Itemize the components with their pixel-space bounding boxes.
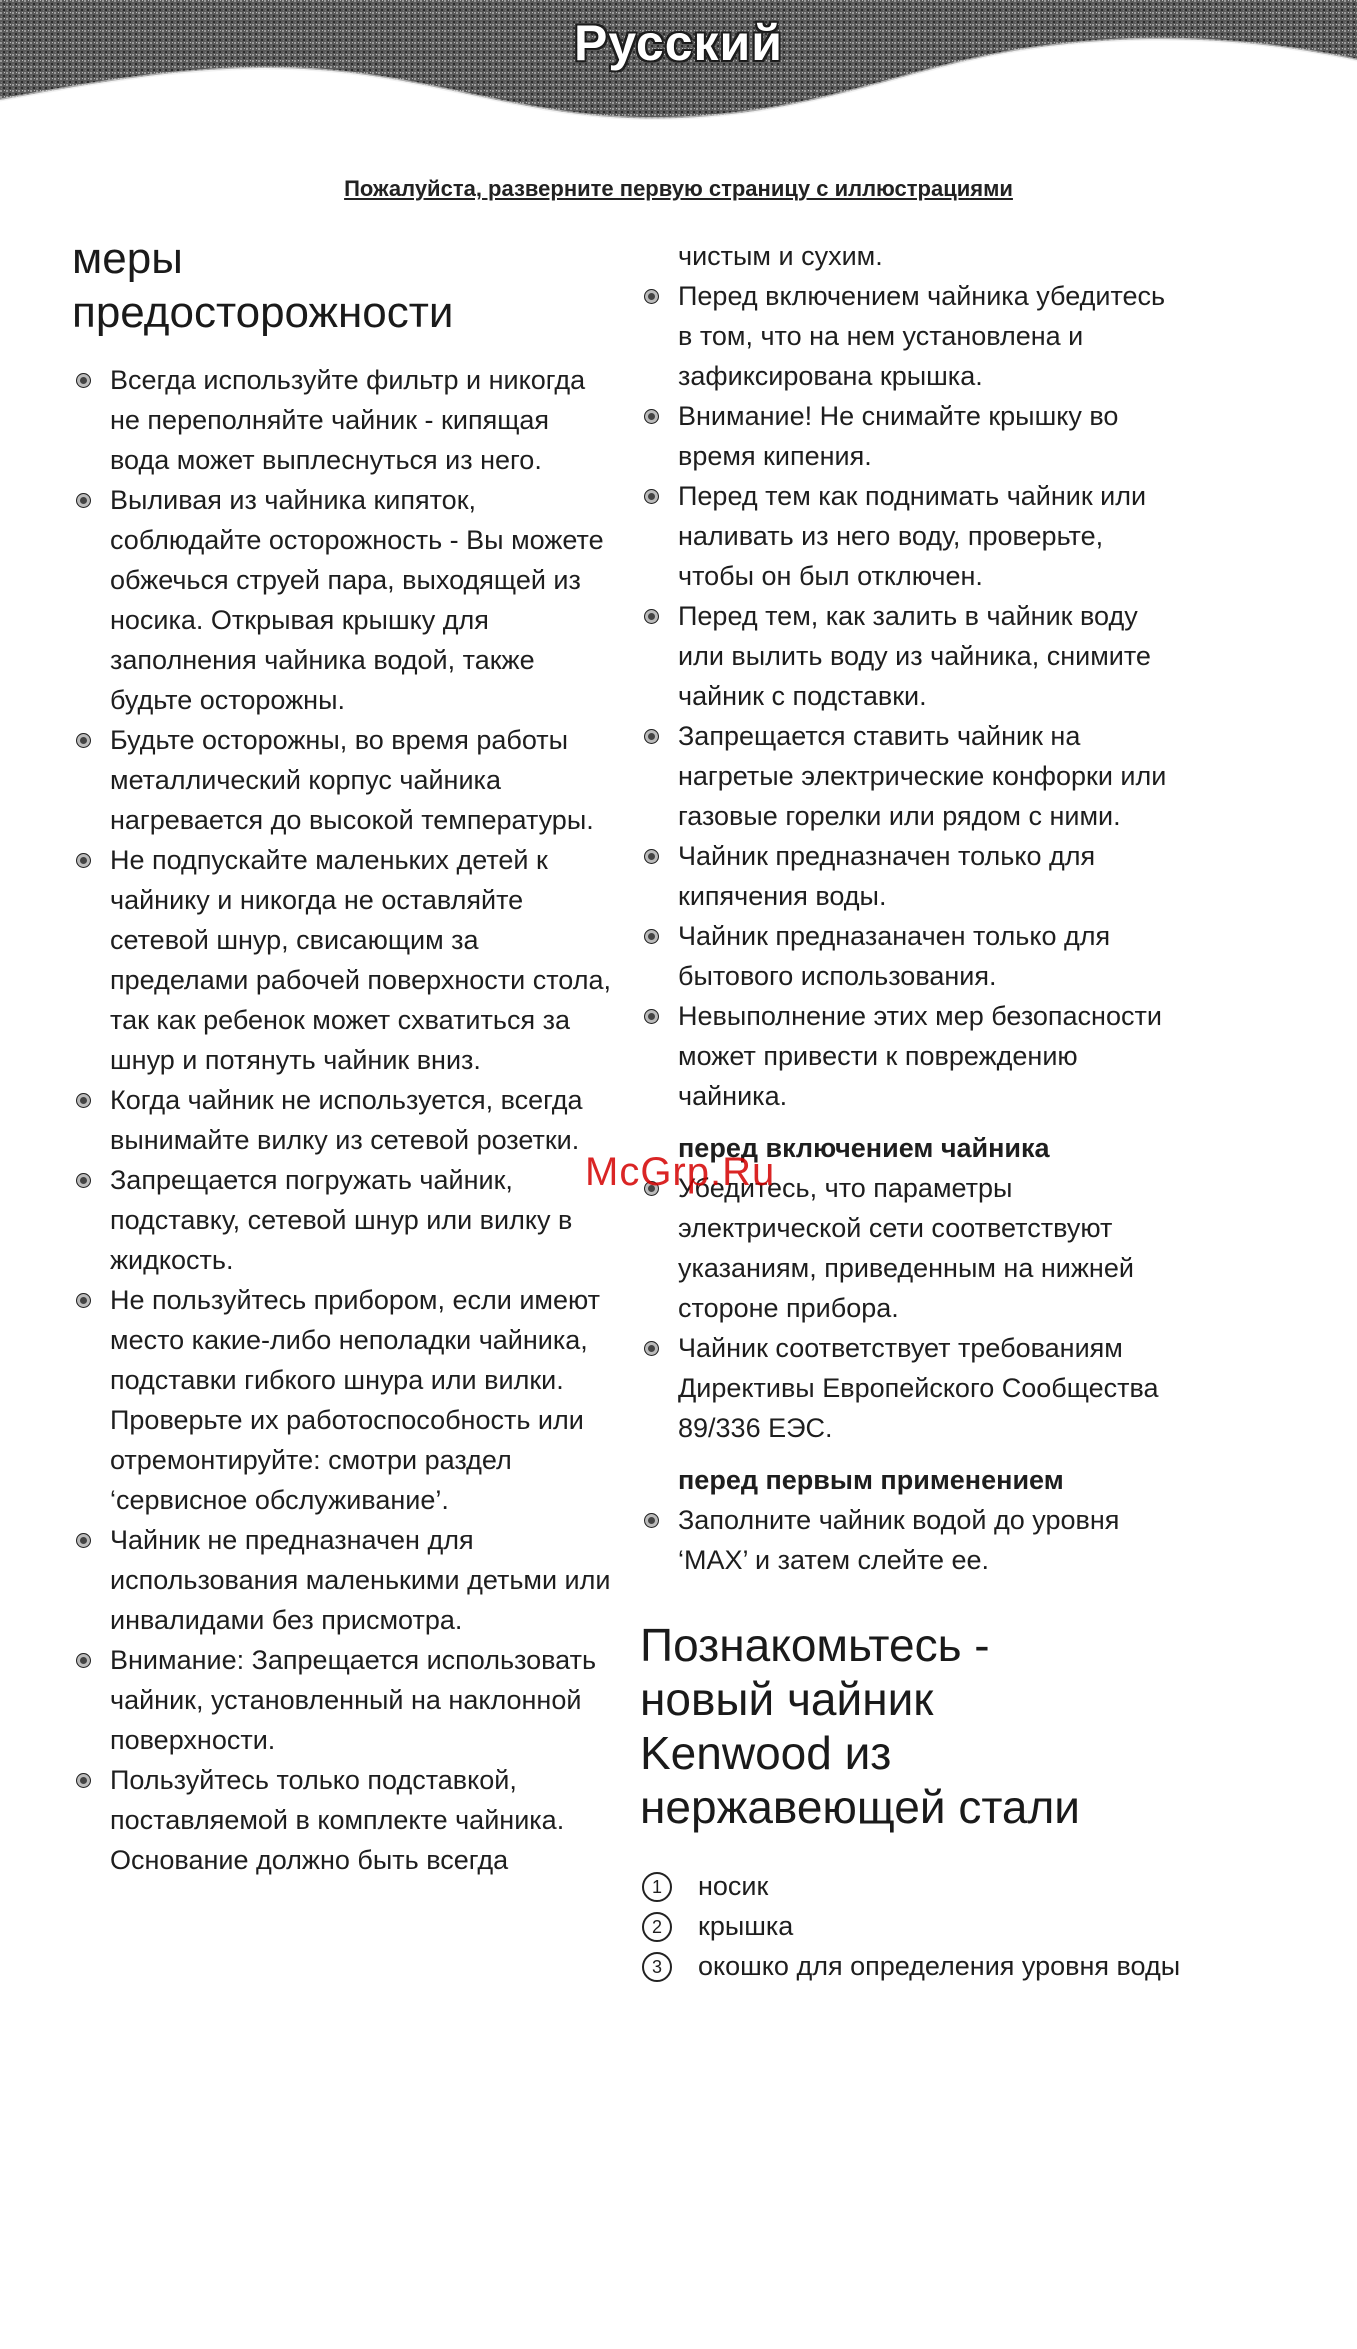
list-item: Не пользуйтесь прибором, если имеют место какие-либо неполадки чайника, подставки гибкого шнура или вилки. Проверьте их работоспособность или отремонтируйте: смотри раздел ‘сервисное обслуживание’. (72, 1280, 612, 1520)
list-item: Выливая из чайника кипяток, соблюдайте осторожность - Вы можете обжечься струей пара, выходящей из носика. Открывая крышку для заполнения чайника водой, также будьте осторожны. (72, 480, 612, 720)
list-item: Заполните чайник водой до уровня ‘MAX’ и затем слейте ее. (640, 1500, 1185, 1580)
know-title-line4: нержавеющей стали (640, 1781, 1080, 1833)
list-item: Запрещается ставить чайник на нагретые электрические конфорки или газовые горелки или рядом с ними. (640, 716, 1185, 836)
bullet-icon (76, 853, 91, 868)
safety-title-line2: предосторожности (72, 288, 454, 337)
bullet-icon (76, 1293, 91, 1308)
list-item: Перед тем, как залить в чайник воду или вылить воду из чайника, снимите чайник с подставки. (640, 596, 1185, 716)
continued-text: чистым и сухим. (678, 241, 883, 271)
before-first-use-heading: перед первым применением (678, 1465, 1064, 1495)
bullet-icon (76, 733, 91, 748)
before-switching-on-list (640, 1168, 1185, 1448)
list-item: Запрещается погружать чайник, подставку, сетевой шнур или вилку в жидкость. (72, 1160, 612, 1280)
list-item: Невыполнение этих мер безопасности может привести к повреждению чайника. (640, 996, 1185, 1116)
bullet-icon (644, 289, 659, 304)
safety-list (72, 360, 612, 1880)
circled-number-icon: 2 (642, 1912, 672, 1942)
bullet-icon (644, 609, 659, 624)
bullet-icon (644, 1009, 659, 1024)
before-switching-on-heading: перед включением чайника (678, 1133, 1050, 1163)
know-your-kettle-title (640, 1618, 1185, 1834)
bullet-icon (76, 1653, 91, 1668)
list-item: Чайник не предназначен для использования маленькими детьми или инвалидами без присмотра. (72, 1520, 612, 1640)
unfold-notice: Пожалуйста, разверните первую страницу с иллюстрациями (344, 176, 1013, 201)
know-title-line3: Kenwood из (640, 1727, 892, 1779)
watermark: McGrp.Ru (585, 1150, 776, 1194)
bullet-icon (76, 373, 91, 388)
right-column (640, 236, 1185, 1986)
left-column (72, 232, 612, 1880)
bullet-icon (644, 849, 659, 864)
bullet-icon (644, 929, 659, 944)
list-item: 2 крышка (640, 1906, 1185, 1946)
list-item: 3 окошко для определения уровня воды (640, 1946, 1185, 1986)
language-title: Русский (573, 15, 784, 71)
know-title-line1: Познакомьтесь - (640, 1619, 990, 1671)
header-banner (0, 0, 1357, 150)
safety-list-continued (640, 276, 1185, 1116)
bullet-icon (76, 1533, 91, 1548)
safety-title (72, 232, 612, 340)
list-item: Перед включением чайника убедитесь в том, что на нем установлена и зафиксирована крышка. (640, 276, 1185, 396)
bullet-icon (76, 1773, 91, 1788)
list-item: Чайник предназначен только для кипячения воды. (640, 836, 1185, 916)
list-item: Будьте осторожны, во время работы металлический корпус чайника нагревается до высокой температуры. (72, 720, 612, 840)
list-item: 1 носик (640, 1866, 1185, 1906)
list-item: Чайник предназаначен только для бытового использования. (640, 916, 1185, 996)
bullet-icon (644, 1341, 659, 1356)
bullet-icon (644, 489, 659, 504)
before-first-use-list (640, 1500, 1185, 1580)
list-item: Внимание: Запрещается использовать чайник, установленный на наклонной поверхности. (72, 1640, 612, 1760)
know-title-line2: новый чайник (640, 1673, 934, 1725)
bullet-icon (76, 1173, 91, 1188)
list-item: Не подпускайте маленьких детей к чайнику и никогда не оставляйте сетевой шнур, свисающим за пределами рабочей поверхности стола, так как ребенок может схватиться за шнур и потянуть чайник вниз. (72, 840, 612, 1080)
bullet-icon (76, 493, 91, 508)
list-item: Всегда используйте фильтр и никогда не переполняйте чайник - кипящая вода может выплеснуться из него. (72, 360, 612, 480)
safety-title-line1: меры (72, 234, 183, 283)
list-item: Когда чайник не используется, всегда вынимайте вилку из сетевой розетки. (72, 1080, 612, 1160)
list-item: Перед тем как поднимать чайник или наливать из него воду, проверьте, чтобы он был отключен. (640, 476, 1185, 596)
circled-number-icon: 1 (642, 1872, 672, 1902)
circled-number-icon: 3 (642, 1952, 672, 1982)
bullet-icon (644, 1513, 659, 1528)
bullet-icon (644, 729, 659, 744)
parts-list (640, 1866, 1185, 1986)
list-item: Пользуйтесь только подставкой, поставляемой в комплекте чайника. Основание должно быть всегда (72, 1760, 612, 1880)
bullet-icon (644, 409, 659, 424)
list-item: Внимание! Не снимайте крышку во время кипения. (640, 396, 1185, 476)
list-item: Чайник соответствует требованиям Директивы Европейского Сообщества 89/336 ЕЭС. (640, 1328, 1185, 1448)
bullet-icon (76, 1093, 91, 1108)
list-item: Убедитесь, что параметры электрической сети соответствуют указаниям, приведенным на нижней стороне прибора. (640, 1168, 1185, 1328)
